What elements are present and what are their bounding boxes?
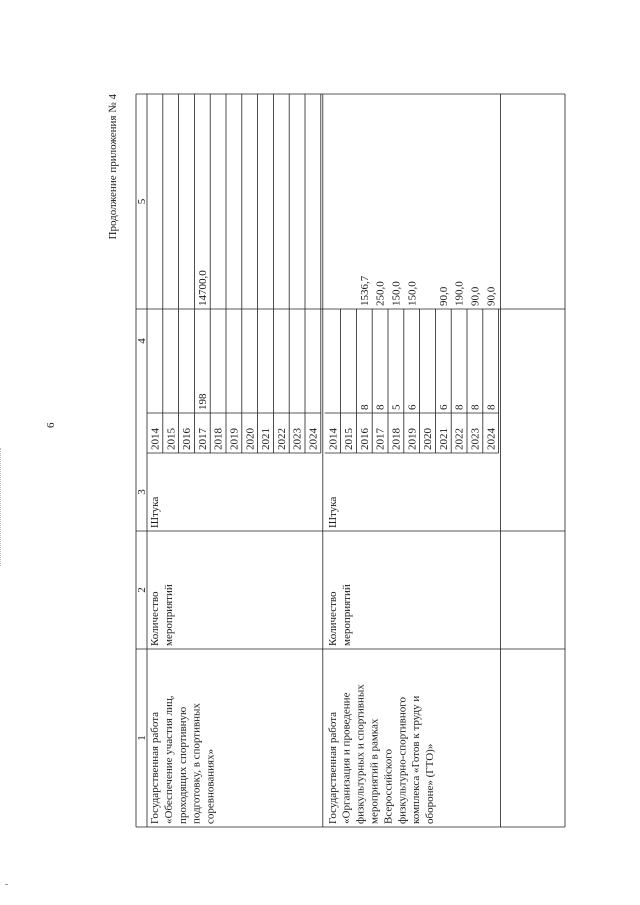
rotated-table-sheet <box>100 0 640 905</box>
qty-cell: 8 <box>453 404 466 410</box>
year-cell: 2024 <box>485 428 498 450</box>
unit-cell: Штука <box>326 496 339 528</box>
continuation-title: Продолжение приложения № 4 <box>107 94 119 240</box>
year-cell: 2018 <box>212 428 225 450</box>
column-header-1: 1 <box>136 735 148 741</box>
column-header-2: 2 <box>136 587 148 593</box>
work-name-line: мероприятий в рамках <box>368 718 381 824</box>
work-name-line: соревнованиях» <box>204 748 217 824</box>
indicator-line: мероприятий <box>163 584 175 646</box>
scan-speck <box>5 884 8 885</box>
year-cell: 2022 <box>453 428 466 450</box>
year-cell: 2019 <box>406 428 419 450</box>
work-name-line: обороне» (ГТО)» <box>424 743 437 824</box>
amount-cell: 150,0 <box>406 281 419 306</box>
amount-cell: 90,0 <box>469 286 482 306</box>
year-cell: 2015 <box>165 428 178 450</box>
year-cell: 2017 <box>196 428 209 450</box>
indicator-line: Количество <box>326 591 339 646</box>
work-name-line: комплекса «Готов к труду и <box>410 695 423 824</box>
column-header-4: 4 <box>136 338 148 344</box>
qty-cell: 8 <box>374 404 387 410</box>
year-cell: 2021 <box>437 428 450 450</box>
qty-cell: 6 <box>406 404 419 410</box>
work-name-line: Всероссийского <box>382 749 395 824</box>
indicator-line: мероприятий <box>340 584 353 646</box>
year-cell: 2022 <box>275 428 288 450</box>
amount-cell: 250,0 <box>374 281 387 306</box>
work-name-line: подготовку, в спортивных <box>190 703 203 824</box>
qty-cell: 5 <box>390 404 403 410</box>
amount-cell: 90,0 <box>437 286 450 306</box>
work-name-line: «Организация и проведение <box>340 692 353 824</box>
year-cell: 2014 <box>149 428 162 450</box>
qty-cell: 8 <box>469 404 482 410</box>
year-cell: 2020 <box>422 428 435 450</box>
work-name-line: проходящих спортивную <box>176 706 189 824</box>
year-cell: 2015 <box>343 428 356 450</box>
year-cell: 2018 <box>390 428 403 450</box>
year-cell: 2019 <box>228 428 241 450</box>
year-cell: 2017 <box>374 428 387 450</box>
year-cell: 2016 <box>181 428 194 450</box>
qty-cell: 6 <box>437 404 450 410</box>
year-cell: 2016 <box>358 428 371 450</box>
year-cell: 2024 <box>307 428 320 450</box>
year-cell: 2020 <box>244 428 257 450</box>
amount-cell: 190,0 <box>453 281 466 306</box>
unit-cell: Штука <box>149 496 161 528</box>
year-cell: 2021 <box>260 428 273 450</box>
indicators-table <box>100 0 640 905</box>
column-header-5: 5 <box>136 198 148 205</box>
indicator-line: Количество <box>149 591 161 646</box>
amount-cell: 14700,0 <box>196 270 209 306</box>
amount-cell: 90,0 <box>485 286 498 306</box>
amount-cell: 1536,7 <box>358 275 371 306</box>
qty-cell: 8 <box>358 404 371 410</box>
amount-cell: 150,0 <box>390 281 403 306</box>
page-number: 6 <box>45 422 57 428</box>
year-cell: 2023 <box>291 428 304 450</box>
year-cell: 2023 <box>469 428 482 450</box>
work-name-line: физкультурно-спортивного <box>396 697 409 824</box>
year-cell: 2014 <box>327 428 340 450</box>
qty-cell: 198 <box>196 393 209 410</box>
column-header-3: 3 <box>136 489 148 495</box>
work-name-line: Государственная работа <box>149 711 161 824</box>
work-name-line: «Обеспечение участия лиц, <box>162 695 175 824</box>
qty-cell: 8 <box>485 404 498 410</box>
scan-edge-marks <box>0 448 5 566</box>
work-name-line: физкультурных и спортивных <box>354 684 367 824</box>
work-name-line: Государственная работа <box>326 711 339 824</box>
